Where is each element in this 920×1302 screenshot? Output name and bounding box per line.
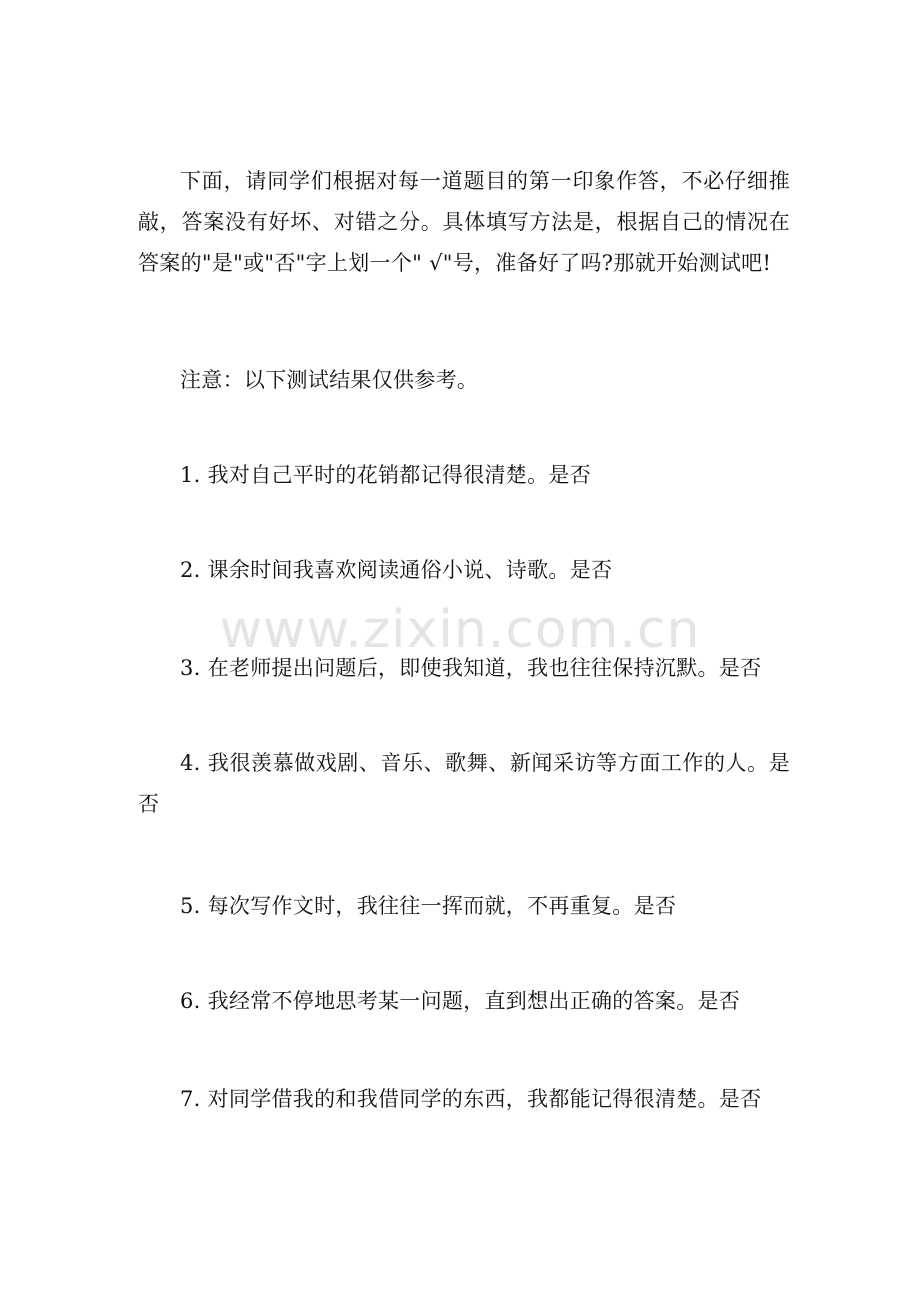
question-6: 6. 我经常不停地思考某一问题，直到想出正确的答案。是否 xyxy=(180,989,741,1013)
intro-paragraph: 下面，请同学们根据对每一道题目的第一印象作答，不必仔细推敲，答案没有好坏、对错之分。具体填写方法是，根据自己的情况在答案的"是"或"否"字上划一个" √"号，准备好了吗?那就开始测试吧! xyxy=(138,169,790,275)
question-1: 1. 我对自己平时的花销都记得很清楚。是否 xyxy=(180,463,592,487)
question-2: 2. 课余时间我喜欢阅读通俗小说、诗歌。是否 xyxy=(180,558,613,582)
note-paragraph: 注意：以下测试结果仅供参考。 xyxy=(180,368,479,392)
watermark-text: www.zixin.com.cn xyxy=(219,600,701,660)
question-4: 4. 我很羡慕做戏剧、音乐、歌舞、新闻采访等方面工作的人。是否 xyxy=(138,751,790,816)
question-7: 7. 对同学借我的和我借同学的东西，我都能记得很清楚。是否 xyxy=(180,1087,762,1111)
question-5: 5. 每次写作文时，我往往一挥而就，不再重复。是否 xyxy=(180,894,677,918)
question-3: 3. 在老师提出问题后，即使我知道，我也往往保持沉默。是否 xyxy=(180,656,762,680)
